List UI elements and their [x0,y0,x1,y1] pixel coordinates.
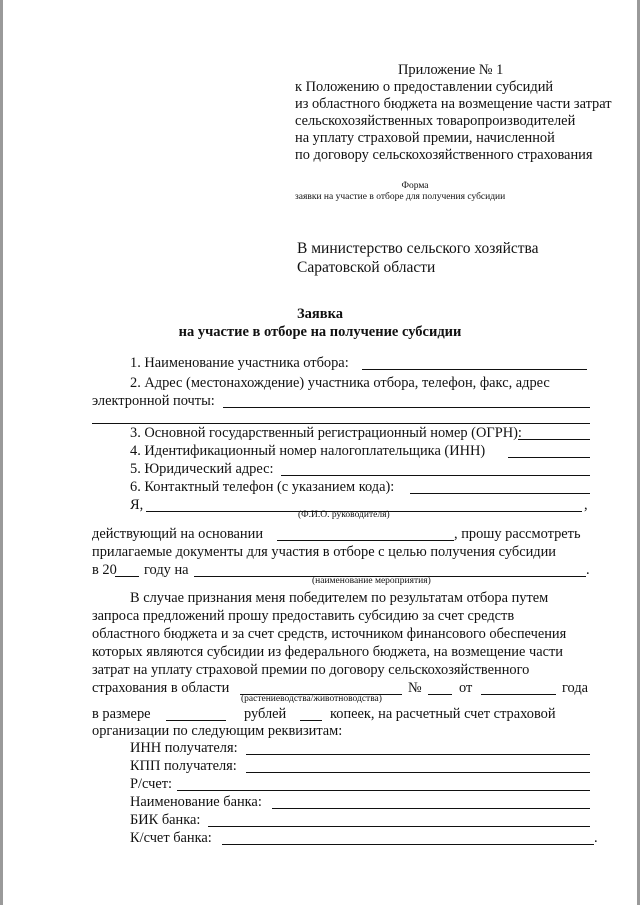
region-caption: (растениеводства/животноводства) [241,694,382,704]
ya-label: Я, [130,497,144,513]
recipient-inn-line[interactable] [246,754,590,755]
year-line[interactable] [115,576,139,577]
bik-line[interactable] [208,826,590,827]
appendix-line: к Положению о предоставлении субсидий [295,79,554,95]
appendix-line: по договору сельскохозяйственного страхования [295,147,593,163]
appendix-title: Приложение № 1 [398,62,504,78]
recipient-kpp-line[interactable] [246,772,590,773]
rubles-label: рублей [244,706,287,722]
address-line-2[interactable] [92,423,590,424]
addressee-line: В министерство сельского хозяйства [297,240,539,257]
corr-account-line[interactable] [222,844,594,845]
basis-line[interactable] [277,540,454,541]
contract-number-line[interactable] [428,694,452,695]
requisite-label-bik: БИК банка: [130,812,201,828]
event-period: . [586,562,590,578]
year-prefix: в 20 [92,562,117,578]
acting-request: , прошу рассмотреть [454,526,581,542]
appendix-line: на уплату страховой премии, начисленной [295,130,555,146]
fio-caption: (Ф.И.О. руководителя) [298,510,390,520]
field-label-ogrn: 3. Основной государственный регистрационный номер (ОГРН): [130,425,522,441]
addressee-block [297,239,539,277]
field-label-address: 2. Адрес (местонахождение) участника отбора, телефон, факс, адрес [130,375,550,391]
requisite-label-kpp: КПП получателя: [130,758,237,774]
amount-rubles-line[interactable] [166,720,226,721]
final-period: . [594,830,598,846]
scan-edge-left [0,0,3,905]
kopecks-label: копеек, на расчетный счет страховой [330,706,556,722]
ogrn-line[interactable] [518,439,590,440]
paragraph-line: затрат на уплату страховой премии по договору сельскохозяйственного [92,662,530,678]
field-label-inn: 4. Идентификационный номер налогоплательщика (ИНН) [130,443,486,459]
address-line[interactable] [223,407,590,408]
acting-label: действующий на основании [92,526,264,542]
amount-prefix: в размере [92,706,151,722]
appendix-line: сельскохозяйственных товаропроизводителей [295,113,576,129]
contract-date-line[interactable] [481,694,556,695]
year-word: года [562,680,589,696]
fio-comma: , [584,497,588,513]
year-suffix: году на [144,562,189,578]
addressee-line: Саратовской области [297,259,436,276]
requisite-label-account: Р/счет: [130,776,173,792]
field-label-legal-address: 5. Юридический адрес: [130,461,274,477]
paragraph-line: областного бюджета и за счет средств, источником финансового обеспечения [92,626,567,642]
paragraph-line: В случае признания меня победителем по результатам отбора путем [130,590,549,606]
appendix-line: из областного бюджета на возмещение части затрат [295,96,612,112]
bank-name-line[interactable] [272,808,590,809]
field-label-phone: 6. Контактный телефон (с указанием кода): [130,479,395,495]
paragraph-line: запроса предложений прошу предоставить субсидию за счет средств [92,608,515,624]
region-prefix: страхования в области [92,680,230,696]
form-label-block [295,181,535,203]
contract-date-label: от [459,680,473,696]
contract-number-label: № [408,680,422,696]
org-requisites-line: организации по следующим реквизитам: [92,723,343,739]
requisite-label-corr-account: К/счет банка: [130,830,212,846]
phone-line[interactable] [410,493,590,494]
document-subtitle: на участие в отборе на получение субсидии [178,324,462,340]
document-title: Заявка [297,306,343,322]
field-label-email: электронной почты: [92,393,215,409]
account-line[interactable] [177,790,590,791]
paragraph-line: которых являются субсидии из федерального бюджета, на возмещение части [92,644,563,660]
event-caption: (наименование мероприятия) [312,576,431,586]
form-subtitle: заявки на участие в отборе для получения субсидии [295,192,506,202]
participant-name-line[interactable] [362,369,587,370]
amount-kopecks-line[interactable] [300,720,322,721]
field-label-participant: 1. Наименование участника отбора: [130,355,349,371]
acting-documents: прилагаемые документы для участия в отборе с целью получения субсидии [92,544,557,560]
appendix-block [295,62,612,164]
requisite-label-bank: Наименование банка: [130,794,262,810]
form-label: Форма [401,181,429,191]
requisite-label-inn: ИНН получателя: [130,740,238,756]
inn-line[interactable] [508,457,590,458]
legal-address-line[interactable] [281,475,590,476]
